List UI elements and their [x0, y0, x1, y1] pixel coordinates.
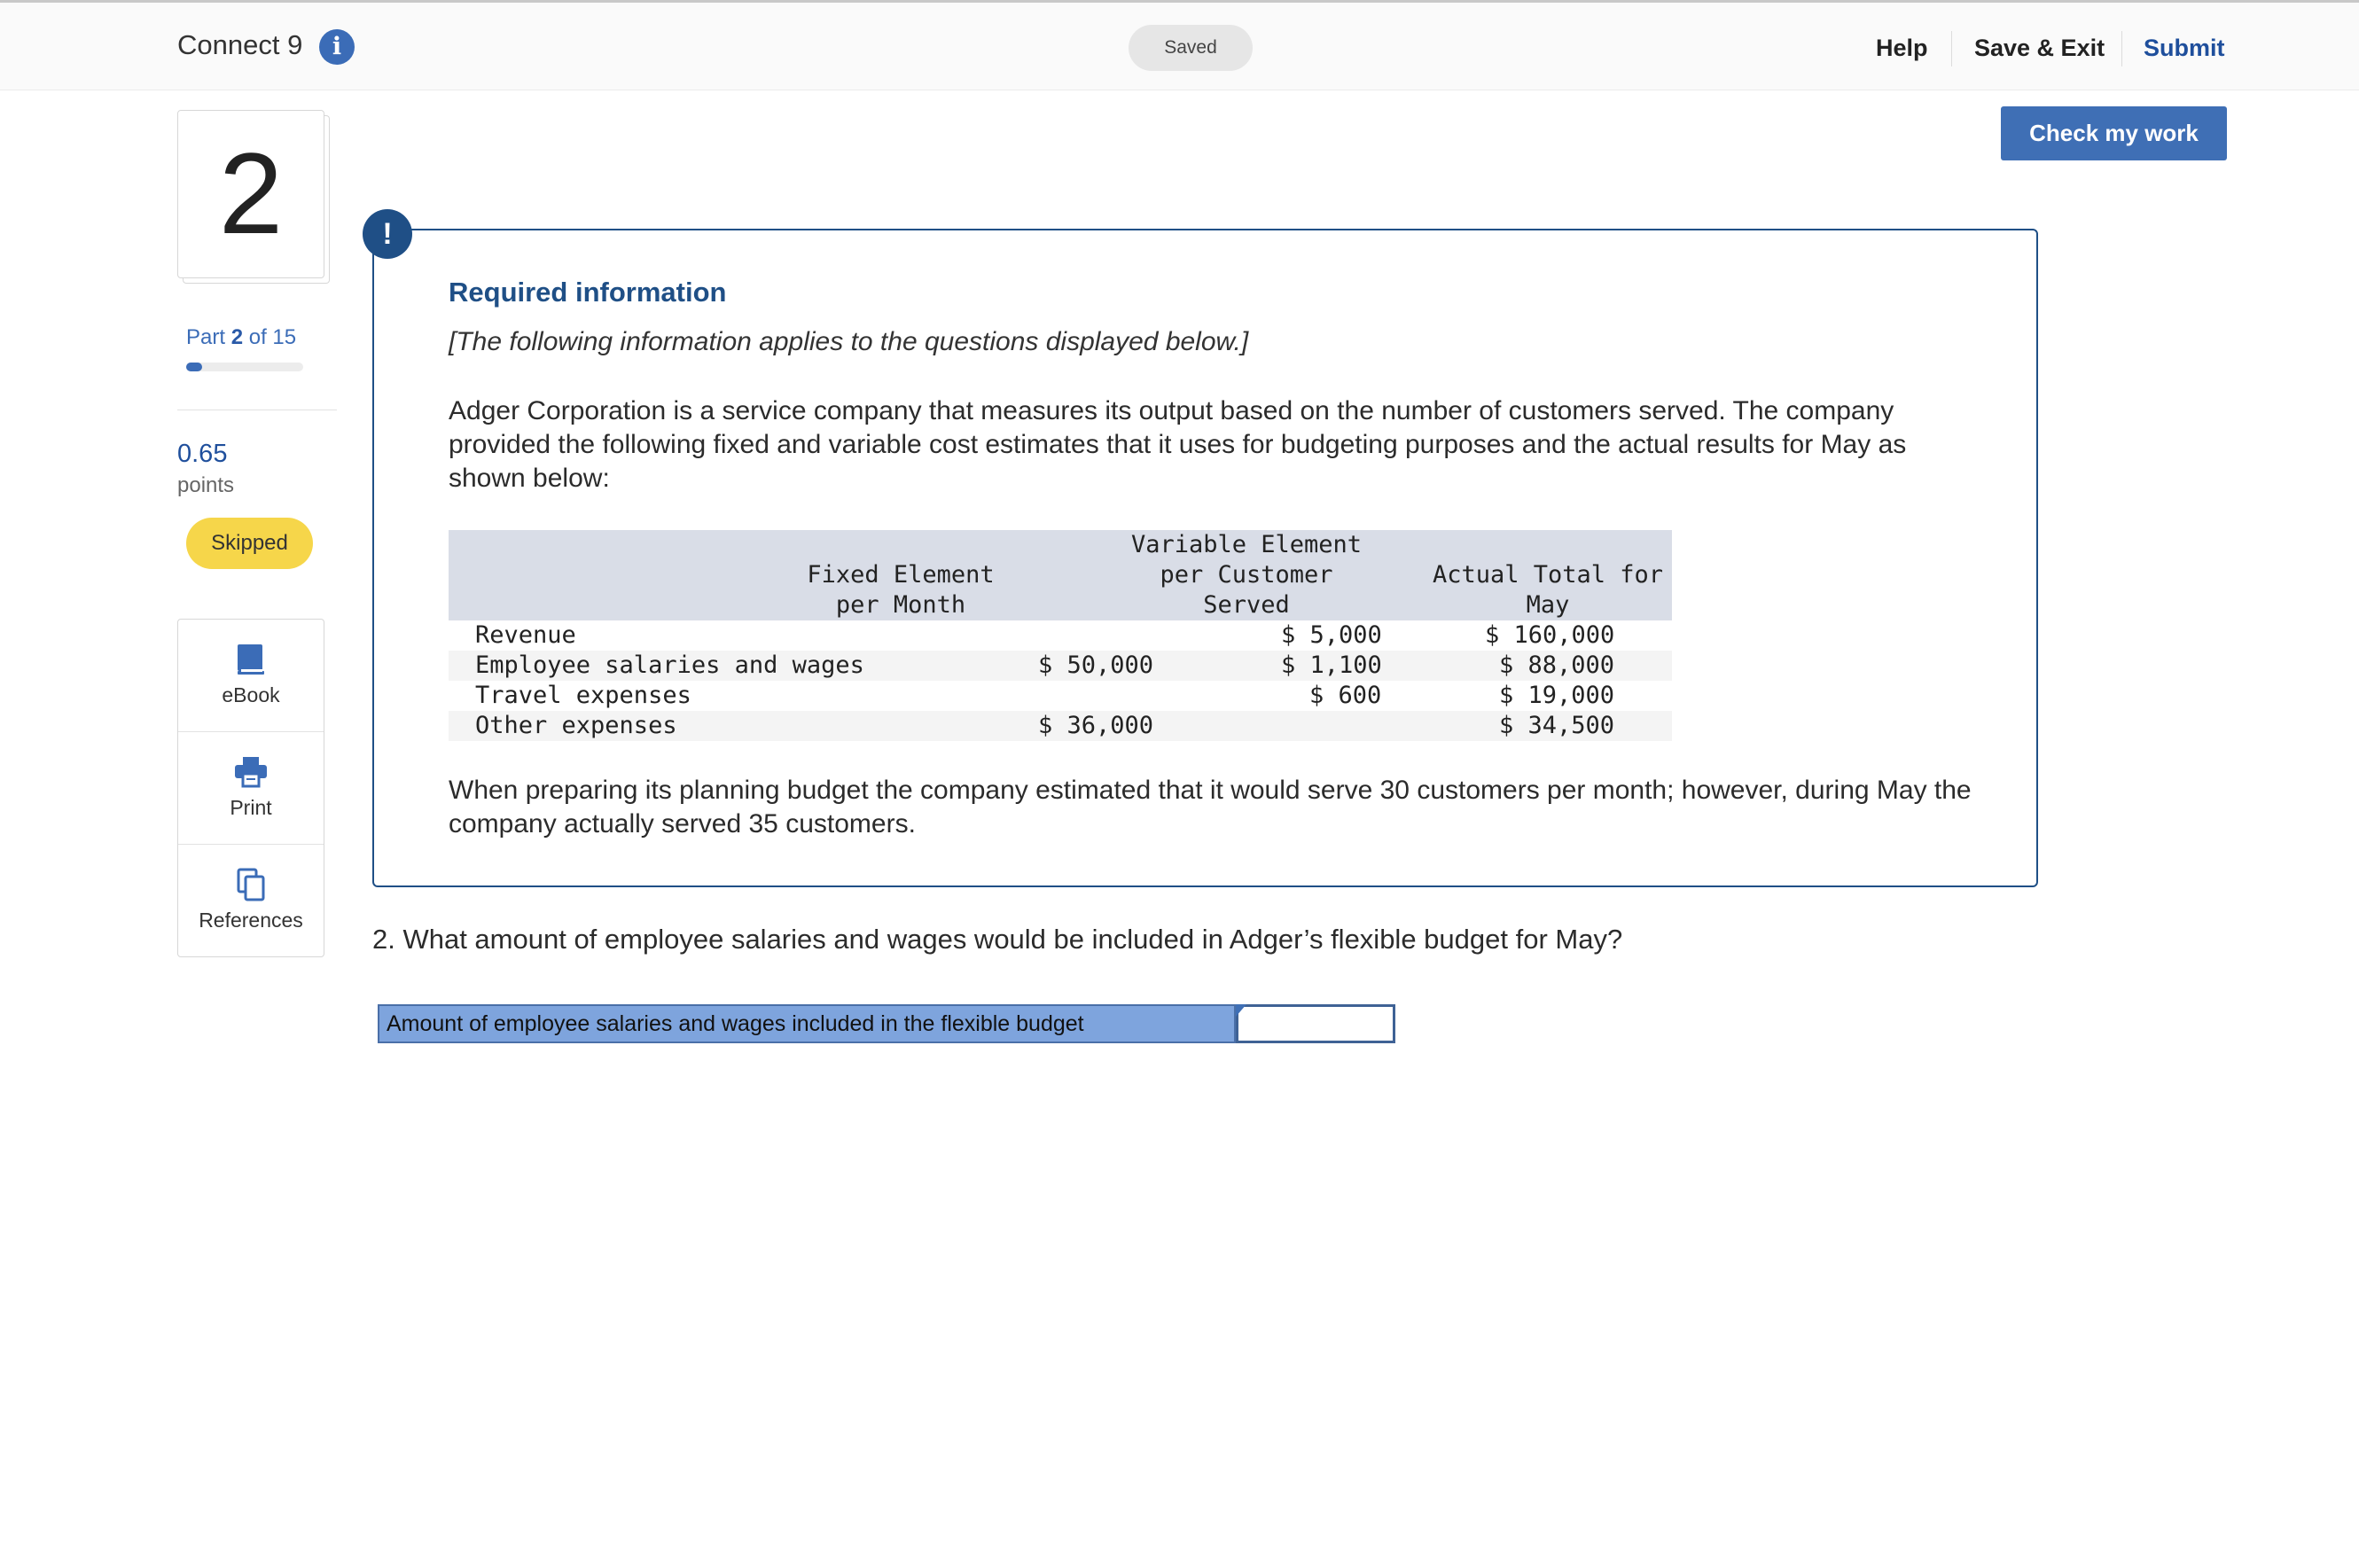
- exclamation-icon: !: [363, 209, 412, 259]
- intro-paragraph: Adger Corporation is a service company that measures its output based on the number of customers served. The company provided the following fixed and variable cost estimates that it uses for budgeting purposes and the actual results for May as shown below:: [449, 396, 1907, 493]
- top-bar: [0, 0, 2359, 90]
- points-value: 0.65: [177, 440, 228, 468]
- header-line: per Customer: [1160, 561, 1333, 589]
- actual-cell: $ 34,500: [1499, 712, 1615, 739]
- part-indicator: [186, 325, 296, 350]
- table-row: [449, 711, 1672, 741]
- row-label: Other expenses: [475, 712, 677, 739]
- header-divider: [1951, 31, 1952, 66]
- ebook-label: eBook: [222, 683, 280, 706]
- required-info-note: [The following information applies to the questions displayed below.]: [449, 327, 1249, 356]
- table-row: [449, 681, 1672, 711]
- answer-input[interactable]: [1236, 1004, 1395, 1043]
- question-text: 2. What amount of employee salaries and wages would be included in Adger’s flexible budget for May?: [372, 924, 1623, 955]
- copy-documents-icon: [233, 867, 269, 902]
- variable-cell: $ 1,100: [1281, 651, 1382, 679]
- print-label: Print: [230, 796, 272, 819]
- ebook-button[interactable]: [178, 620, 324, 731]
- references-label: References: [199, 909, 303, 932]
- row-label: Revenue: [475, 621, 576, 649]
- save-exit-link[interactable]: Save & Exit: [1974, 35, 2105, 61]
- part-progress-bar: [186, 363, 303, 371]
- submit-link[interactable]: Submit: [2144, 35, 2225, 61]
- app-title: Connect 9: [177, 29, 303, 60]
- header-line: Fixed Element: [807, 561, 995, 589]
- part-total: of 15: [248, 325, 297, 349]
- actual-cell: $ 88,000: [1499, 651, 1615, 679]
- header-line: per Month: [835, 591, 966, 619]
- part-current: 2: [230, 325, 244, 349]
- row-label: Employee salaries and wages: [475, 651, 864, 679]
- actual-cell: $ 160,000: [1485, 621, 1615, 649]
- column-header-variable: [1122, 530, 1371, 620]
- points-label: points: [177, 473, 235, 497]
- header-divider: [2121, 31, 2122, 66]
- part-word: Part: [186, 325, 226, 349]
- row-label: Travel expenses: [475, 682, 691, 709]
- budget-estimate-paragraph: When preparing its planning budget the company estimated that it would serve 30 customers per month; however, during May the company actually served 35 customers.: [449, 776, 1972, 839]
- variable-cell: $ 600: [1309, 682, 1382, 709]
- printer-icon: [233, 754, 269, 790]
- print-button[interactable]: [178, 732, 324, 844]
- book-icon: [233, 642, 269, 677]
- fixed-cell: $ 50,000: [1038, 651, 1154, 679]
- answer-row-label: Amount of employee salaries and wages included in the flexible budget: [378, 1004, 1236, 1043]
- actual-cell: $ 19,000: [1499, 682, 1615, 709]
- table-row: [449, 651, 1672, 681]
- required-info-title: Required information: [449, 277, 727, 308]
- check-my-work-button[interactable]: Check my work: [2001, 106, 2227, 160]
- header-line: Served: [1203, 591, 1290, 619]
- variable-cell: $ 5,000: [1281, 621, 1382, 649]
- part-progress-fill: [186, 363, 202, 371]
- cost-table-header: [449, 530, 1672, 620]
- skipped-status-badge: Skipped: [186, 518, 313, 569]
- input-flag-icon: [1236, 1004, 1246, 1017]
- header-line: Actual Total for: [1432, 561, 1664, 589]
- help-link[interactable]: Help: [1876, 35, 1928, 61]
- column-header-fixed: [732, 560, 1069, 620]
- question-number: 2: [218, 129, 284, 258]
- question-number-card: [177, 110, 324, 278]
- column-header-actual: [1424, 560, 1672, 620]
- header-line: Variable Element: [1130, 531, 1363, 558]
- saved-status-badge: Saved: [1129, 25, 1253, 71]
- table-row: [449, 620, 1672, 651]
- header-line: May: [1526, 591, 1570, 619]
- fixed-cell: $ 36,000: [1038, 712, 1154, 739]
- tools-panel: [177, 619, 324, 957]
- info-icon[interactable]: i: [319, 29, 355, 65]
- references-button[interactable]: [178, 845, 324, 956]
